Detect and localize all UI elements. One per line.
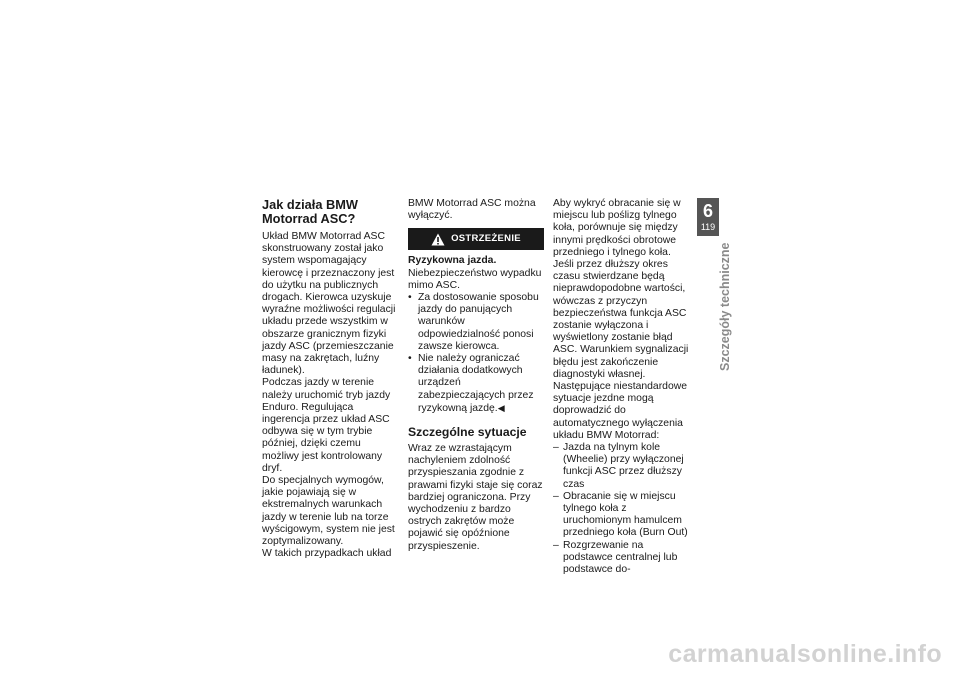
chapter-number: 6 (702, 201, 713, 221)
paragraph: Podczas jazdy w terenie należy uruchomić tryb jazdy Enduro. Regulująca ingerencja przez układ ASC odbywa się w tym trybie później, dzięki czemu możliwy jest kontrolowany dryf. (262, 377, 391, 474)
list-item-text: Nie należy ograniczać działania dodatkowych urządzeń zabezpieczających przez ryzykowną jazdę. (418, 353, 534, 414)
chapter-tab (697, 198, 719, 236)
list-item: – Jazda na tylnym kole (Wheelie) przy wyłączonej funkcji ASC przez dłuższy czas (553, 442, 689, 491)
list-item: • Za dostosowanie sposobu jazdy do panujących warunków odpowiedzialność ponosi zawsze kierowca. (408, 292, 544, 353)
paragraph: Układ BMW Motorrad ASC skonstruowany został jako system wspomagający kierowcę i przeznaczony jest do użytku na publicznych drogach. Kierowca uzyskuje wyraźne możliwości regulacji układu przede wszystkim w obszarze granicznym fizyki jazdy ASC (przemieszczanie masy na zakrętach, luźny ładunek). (262, 231, 396, 377)
section-heading: Jak działa BMW Motorrad ASC? (262, 197, 359, 226)
page-number: 119 (700, 222, 716, 232)
warning-title: Ryzykowna jazda. (408, 255, 497, 267)
warning-triangle-icon (431, 233, 445, 246)
warning-label: OSTRZEŻENIE (451, 233, 521, 245)
warning-banner (408, 228, 544, 250)
list-item: – Rozgrzewanie na podstawce centralnej lub podstawce do- (553, 540, 689, 577)
situation-dash-list (553, 442, 689, 576)
watermark: carmanualsonline.info (668, 640, 942, 668)
end-marker: ◀ (497, 402, 505, 413)
column-2 (408, 198, 544, 553)
list-item (408, 353, 544, 415)
list-item: – Obracanie się w miejscu tylnego koła z uruchomionym hamulcem przedniego koła (Burn Out) (553, 491, 689, 540)
subsection-heading: Szczególne sytuacje (408, 425, 527, 440)
paragraph: W takich przypadkach układ (262, 548, 392, 560)
paragraph: Do specjalnych wymogów, jakie pojawiają się w ekstremalnych warunkach jazdy w terenie lub na torze wyścigowym, system nie jest zoptymalizowany. (262, 475, 395, 548)
column-1 (262, 198, 398, 560)
paragraph: Aby wykryć obracanie się w miejscu lub poślizg tylnego koła, porównuje się między innymi prędkości obrotowe przedniego i tylnego koła. Jeśli przez dłuższy okres czasu stwierdzane będą nieprawdopodobne wartości, wówczas z przyczyn bezpieczeństwa funkcja ASC zostanie wyłączona i wyświetlony zostanie błąd ASC. Warunkiem sygnalizacji błędu jest zakończenie diagnostyki własnej. (553, 198, 689, 380)
intro-text: BMW Motorrad ASC można wyłączyć. (408, 198, 536, 222)
paragraph: Następujące niestandardowe sytuacje jezdne mogą doprowadzić do automatycznego wyłączenia układu BMW Motorrad: (553, 381, 688, 441)
section-side-title: Szczegóły techniczne (718, 242, 732, 371)
warning-text: Niebezpieczeństwo wypadku mimo ASC. (408, 267, 542, 291)
warning-bullet-list (408, 292, 544, 415)
paragraph: Wraz ze wzrastającym nachyleniem zdolność przyspieszania zgodnie z prawami fizyki staje się coraz bardziej ograniczona. Przy wychodzeniu z bardzo ostrych zakrętów może pojawić się opóźnione przyspieszenie. (408, 443, 543, 552)
column-3 (553, 198, 689, 576)
